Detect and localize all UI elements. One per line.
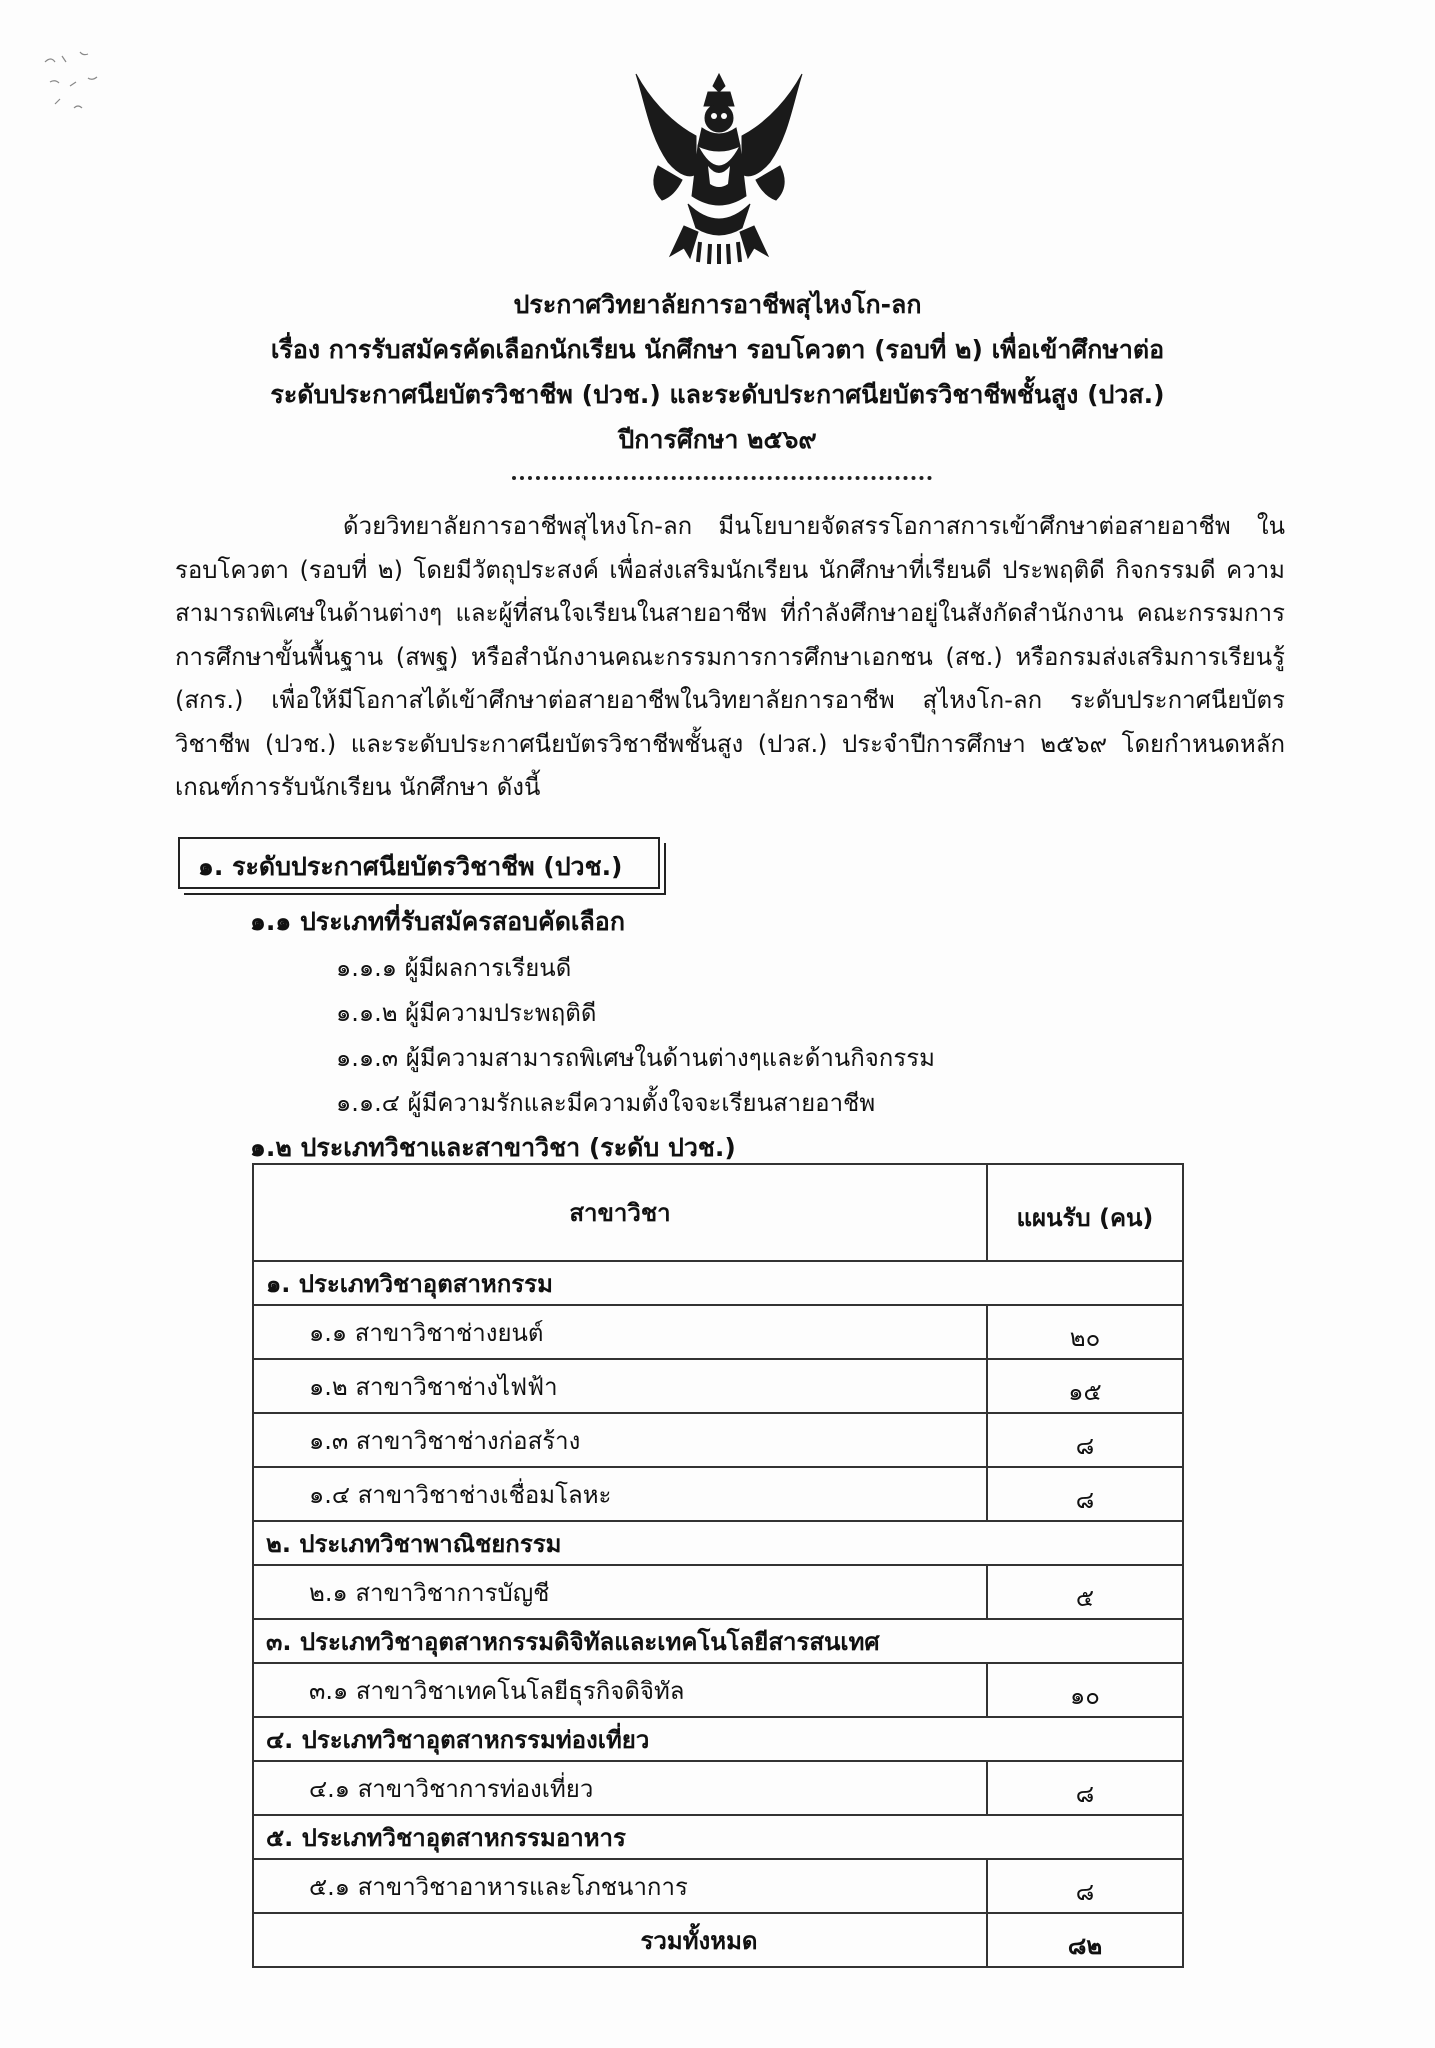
quota-cell: ๑๕ <box>987 1359 1183 1413</box>
quota-cell: ๒๐ <box>987 1305 1183 1359</box>
section-1-heading-box <box>178 837 660 889</box>
announcement-title <box>180 282 1255 462</box>
table-row <box>253 1663 1183 1717</box>
title-line-3: ระดับประกาศนียบัตรวิชาชีพ (ปวช.) และระดับประกาศนียบัตรวิชาชีพชั้นสูง (ปวส.) <box>270 380 1165 409</box>
program-cell: ๓.๑ สาขาวิชาเทคโนโลยีธุรกิจดิจิทัล <box>253 1663 987 1717</box>
title-line-2: เรื่อง การรับสมัครคัดเลือกนักเรียน นักศึกษา รอบโควตา (รอบที่ ๒) เพื่อเข้าศึกษาต่อ <box>270 335 1165 364</box>
table-row <box>253 1521 1183 1565</box>
table-row <box>253 1467 1183 1521</box>
quota-cell: ๘ <box>987 1413 1183 1467</box>
column-header-quota: แผนรับ (คน) <box>987 1164 1183 1261</box>
announcement-body <box>175 505 1285 810</box>
body-paragraph: ด้วยวิทยาลัยการอาชีพสุไหงโก-ลก มีนโยบายจัดสรรโอกาสการเข้าศึกษาต่อสายอาชีพ ในรอบโควตา (รอบที่ ๒) โดยมีวัตถุประสงค์ เพื่อส่งเสริมนักเรียน นักศึกษาที่เรียนดี ประพฤติดี กิจกรรมดี ความสามารถพิเศษในด้านต่างๆ และผู้ที่สนใจเรียนในสายอาชีพ ที่กำลังศึกษาอยู่ในสังกัดสำนักงาน คณะกรรมการการศึกษาขั้นพื้นฐาน (สพฐ) หรือสำนักงานคณะกรรมการการศึกษาเอกชน (สช.) หรือกรมส่งเสริมการเรียนรู้ (สกร.) เพื่อให้มีโอกาสได้เข้าศึกษาต่อสายอาชีพในวิทยาลัยการอาชีพ สุไหงโก-ลก ระดับประกาศนียบัตรวิชาชีพ (ปวช.) และระดับประกาศนียบัตรวิชาชีพชั้นสูง (ปวส.) ประจำปีการศึกษา ๒๕๖๙ โดยกำหนดหลักเกณฑ์การรับนักเรียน นักศึกษา ดังนี้ <box>175 512 1285 801</box>
subsection-1-2-heading: ๑.๒ ประเภทวิชาและสาขาวิชา (ระดับ ปวช.) <box>250 1133 736 1162</box>
quota-cell: ๘ <box>987 1467 1183 1521</box>
total-label: รวมทั้งหมด <box>253 1913 987 1967</box>
table-row <box>253 1859 1183 1913</box>
table-row <box>253 1815 1183 1859</box>
table-total-row <box>253 1913 1183 1967</box>
category-cell: ๕. ประเภทวิชาอุตสาหกรรมอาหาร <box>253 1815 1183 1859</box>
table-row <box>253 1717 1183 1761</box>
program-cell: ๑.๓ สาขาวิชาช่างก่อสร้าง <box>253 1413 987 1467</box>
section-1-heading: ๑. ระดับประกาศนียบัตรวิชาชีพ (ปวช.) <box>198 852 623 881</box>
criteria-item-3: ๑.๑.๓ ผู้มีความสามารถพิเศษในด้านต่างๆและด้านกิจกรรม <box>336 1044 935 1072</box>
table-row <box>253 1305 1183 1359</box>
table-row <box>253 1359 1183 1413</box>
quota-cell: ๘ <box>987 1859 1183 1913</box>
subsection-1-1-heading: ๑.๑ ประเภทที่รับสมัครสอบคัดเลือก <box>250 907 625 936</box>
criteria-item-2: ๑.๑.๒ ผู้มีความประพฤติดี <box>336 999 597 1027</box>
total-value: ๘๒ <box>987 1913 1183 1967</box>
title-divider <box>512 476 932 480</box>
program-cell: ๑.๔ สาขาวิชาช่างเชื่อมโลหะ <box>253 1467 987 1521</box>
category-cell: ๒. ประเภทวิชาพาณิชยกรรม <box>253 1521 1183 1565</box>
category-cell: ๓. ประเภทวิชาอุตสาหกรรมดิจิทัลและเทคโนโลยีสารสนเทศ <box>253 1619 1183 1663</box>
program-cell: ๔.๑ สาขาวิชาการท่องเที่ยว <box>253 1761 987 1815</box>
garuda-emblem-icon <box>628 66 810 266</box>
table-row <box>253 1565 1183 1619</box>
category-cell: ๑. ประเภทวิชาอุตสาหกรรม <box>253 1261 1183 1305</box>
program-cell: ๑.๑ สาขาวิชาช่างยนต์ <box>253 1305 987 1359</box>
quota-cell: ๑๐ <box>987 1663 1183 1717</box>
table-header-row <box>253 1164 1183 1261</box>
title-line-1: ประกาศวิทยาลัยการอาชีพสุไหงโก-ลก <box>513 290 922 319</box>
category-cell: ๔. ประเภทวิชาอุตสาหกรรมท่องเที่ยว <box>253 1717 1183 1761</box>
table-row <box>253 1761 1183 1815</box>
title-line-4: ปีการศึกษา ๒๕๖๙ <box>618 425 817 454</box>
column-header-program: สาขาวิชา <box>253 1164 987 1261</box>
quota-table <box>252 1163 1184 1968</box>
program-cell: ๒.๑ สาขาวิชาการบัญชี <box>253 1565 987 1619</box>
program-cell: ๕.๑ สาขาวิชาอาหารและโภชนาการ <box>253 1859 987 1913</box>
table-row <box>253 1261 1183 1305</box>
table-row <box>253 1413 1183 1467</box>
table-row <box>253 1619 1183 1663</box>
program-cell: ๑.๒ สาขาวิชาช่างไฟฟ้า <box>253 1359 987 1413</box>
quota-cell: ๕ <box>987 1565 1183 1619</box>
quota-cell: ๘ <box>987 1761 1183 1815</box>
margin-scribble <box>40 42 130 122</box>
criteria-item-1: ๑.๑.๑ ผู้มีผลการเรียนดี <box>336 954 572 982</box>
criteria-item-4: ๑.๑.๔ ผู้มีความรักและมีความตั้งใจจะเรียนสายอาชีพ <box>336 1089 876 1117</box>
